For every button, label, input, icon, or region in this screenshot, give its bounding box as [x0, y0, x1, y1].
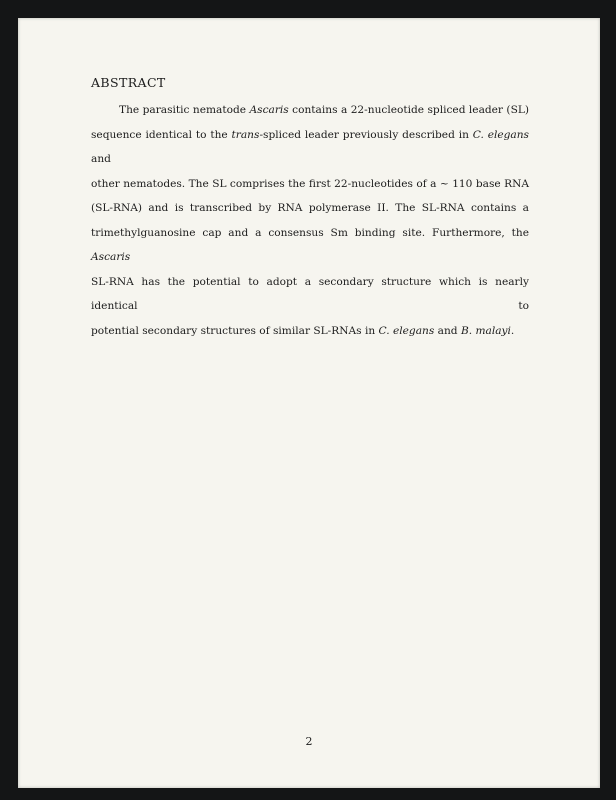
- text-run: contains a 22-nucleotide spliced leader (SL): [288, 104, 529, 116]
- abstract-line: [91, 319, 529, 344]
- text-run: SL-RNA has the potential to adopt a secondary structure which is nearly identical to: [91, 275, 529, 312]
- italic-term: B. malayi: [460, 324, 511, 337]
- abstract-line: [91, 123, 529, 172]
- text-run: other nematodes. The SL comprises the first 22-nucleotides of a ~ 110 base RNA: [91, 177, 529, 190]
- text-run: .: [510, 324, 515, 337]
- text-run: trimethylguanosine cap and a consensus Sm binding site. Furthermore, the: [91, 226, 529, 239]
- text-run: sequence identical to the: [91, 128, 232, 141]
- text-run: The parasitic nematode: [119, 104, 250, 116]
- abstract-heading: ABSTRACT: [91, 75, 166, 90]
- abstract-paragraph: [91, 98, 529, 343]
- text-run: and: [434, 324, 461, 337]
- page-number: 2: [305, 735, 313, 748]
- italic-term: Ascaris: [91, 251, 131, 263]
- paper-sheet: [18, 18, 600, 788]
- italic-term: Ascaris: [249, 104, 289, 116]
- text-run: potential secondary structures of similar SL-RNAs in: [91, 324, 379, 337]
- abstract-line: [91, 270, 529, 319]
- abstract-line: [91, 172, 529, 197]
- italic-term: C. elegans: [378, 324, 435, 337]
- abstract-line: [91, 221, 529, 270]
- italic-term: trans: [231, 128, 260, 141]
- abstract-line: [91, 98, 529, 123]
- text-run: (SL-RNA) and is transcribed by RNA polymerase II. The SL-RNA contains a: [91, 202, 529, 214]
- text-run: -spliced leader previously described in: [259, 128, 473, 141]
- italic-term: C. elegans: [472, 128, 529, 141]
- text-run: and: [91, 153, 111, 165]
- abstract-line: [91, 196, 529, 221]
